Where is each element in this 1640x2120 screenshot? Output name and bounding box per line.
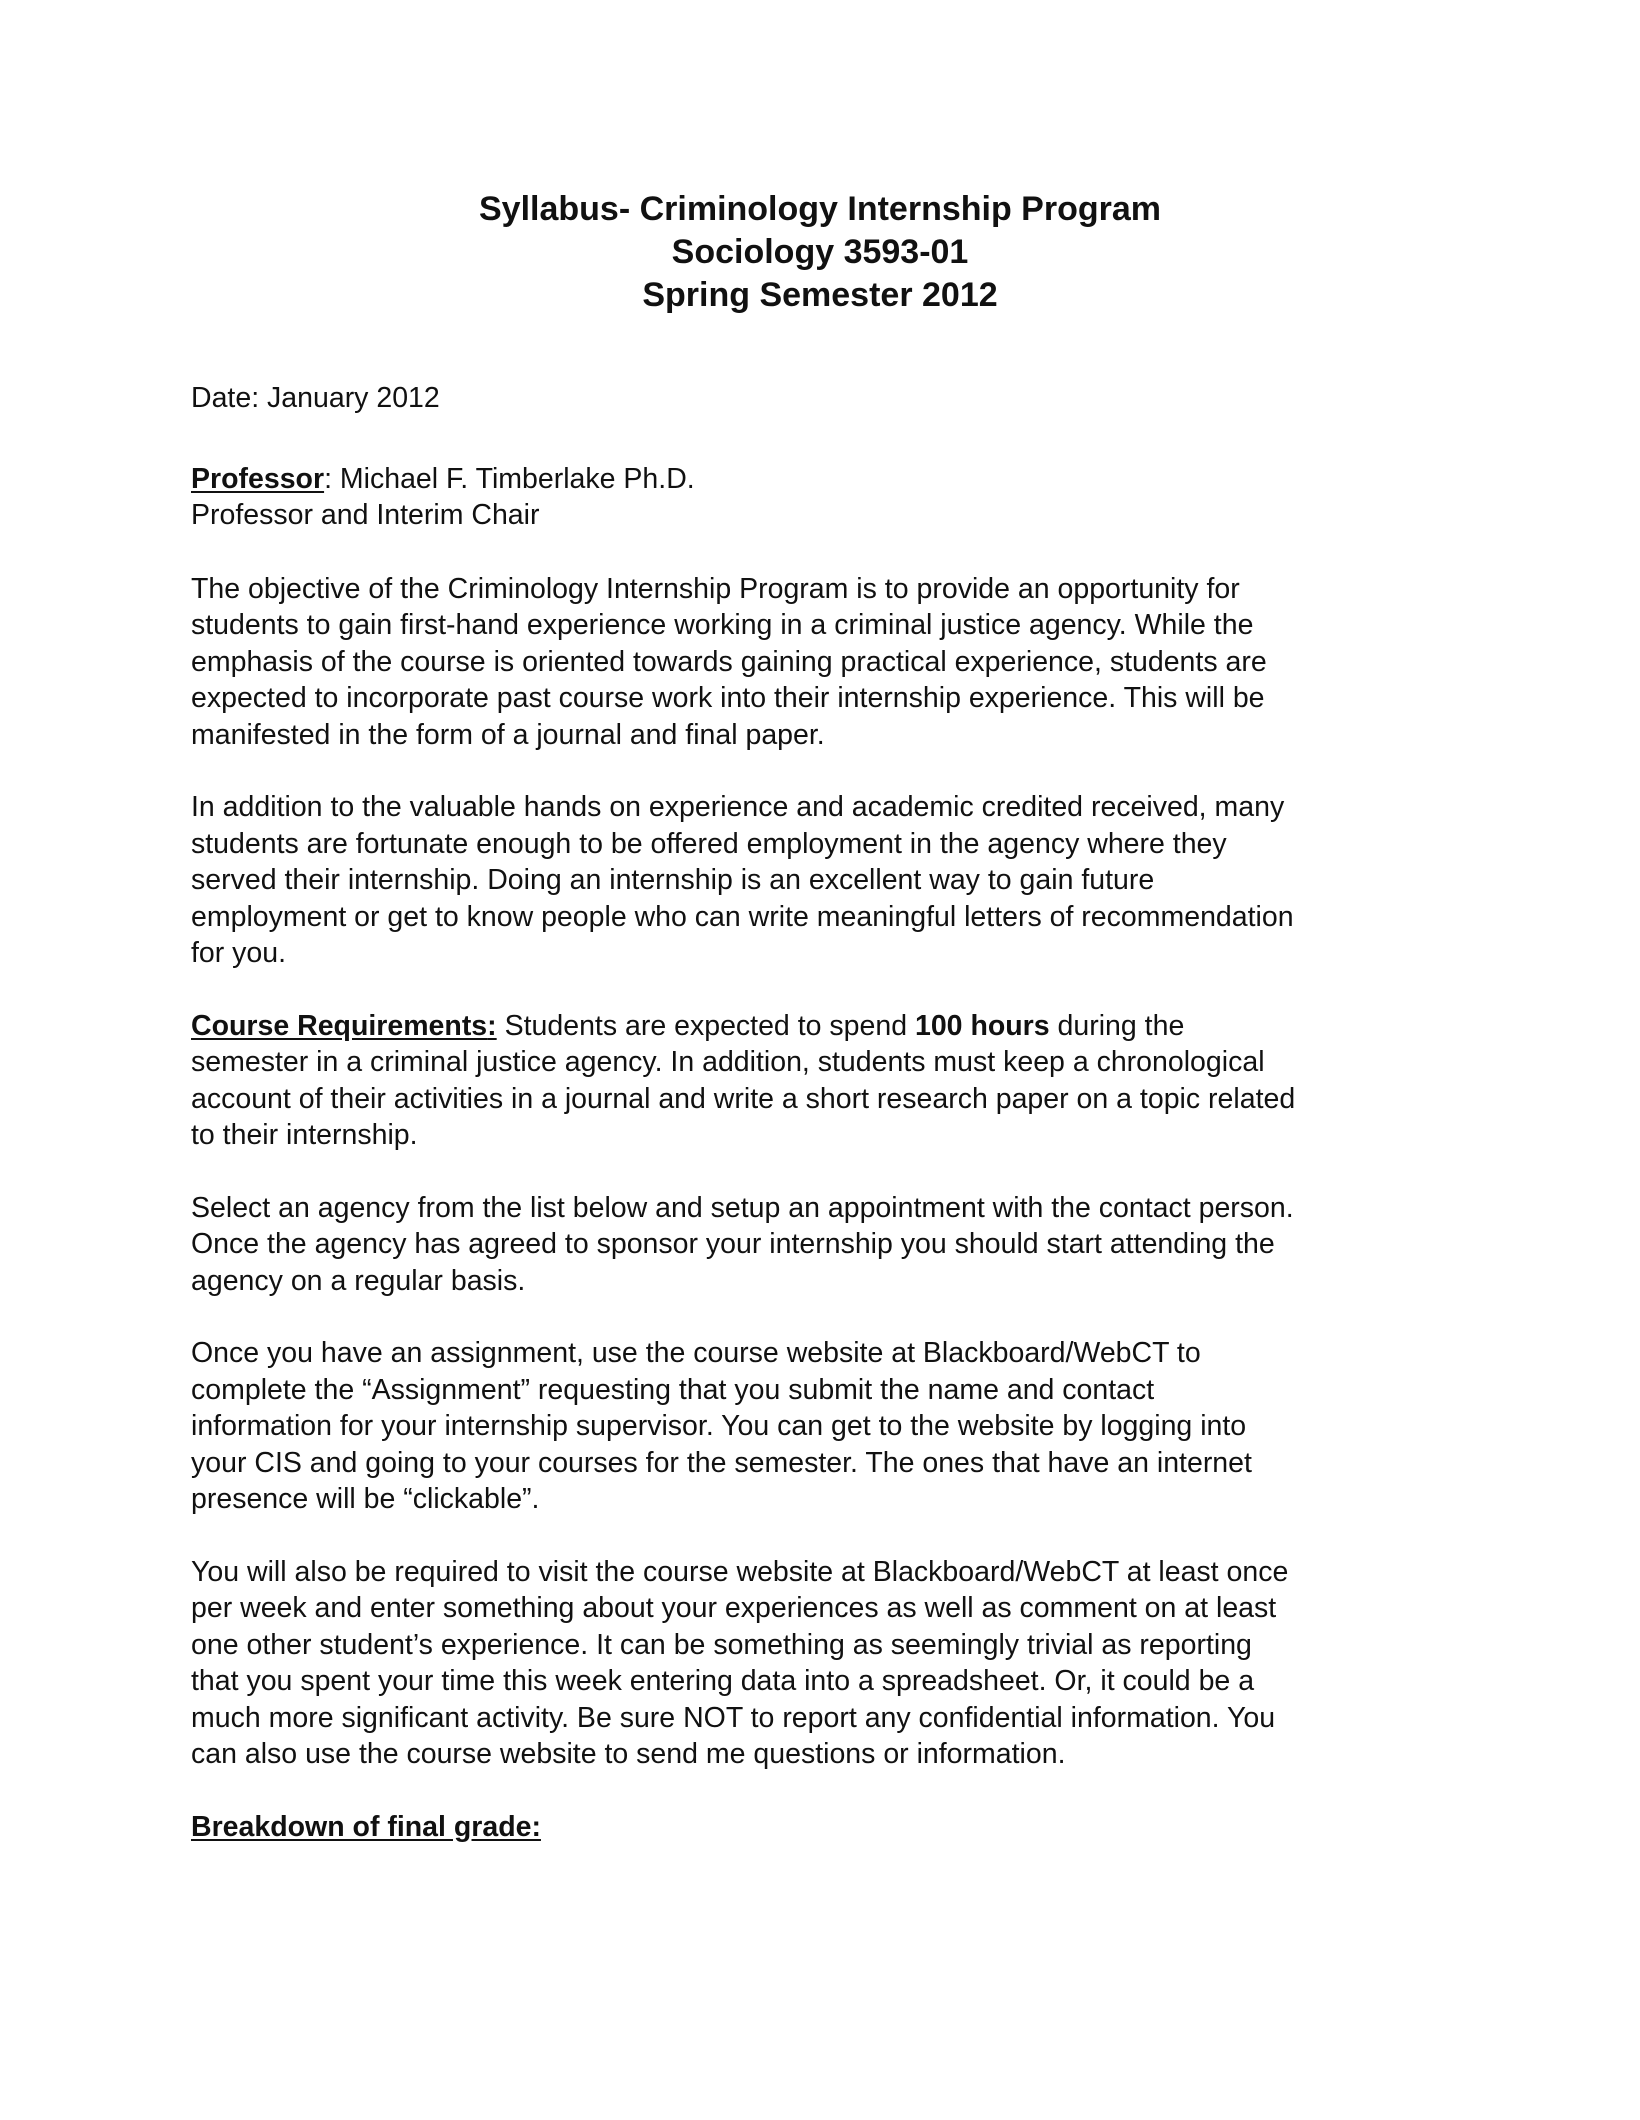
paragraph-line: agency on a regular basis. xyxy=(191,1264,526,1297)
paragraph-line: Once the agency has agreed to sponsor your internship you should start attending the xyxy=(191,1228,1275,1260)
course-website-paragraph xyxy=(191,1554,1461,1773)
paragraph-line: Once you have an assignment, use the course website at Blackboard/WebCT to xyxy=(191,1337,1201,1369)
employment-paragraph xyxy=(191,789,1461,972)
paragraph-line: expected to incorporate past course work into their internship experience. This will be xyxy=(191,682,1265,714)
paragraph-line: In addition to the valuable hands on experience and academic credited received, many xyxy=(191,791,1285,823)
title-line-course-number: Sociology 3593-01 xyxy=(671,233,969,271)
course-requirements-paragraph xyxy=(191,1008,1461,1154)
paragraph-line: presence will be “clickable”. xyxy=(191,1483,540,1515)
title-line-semester: Spring Semester 2012 xyxy=(642,276,998,314)
select-agency-paragraph xyxy=(191,1190,1461,1300)
title-line-course-program: Syllabus- Criminology Internship Program xyxy=(479,190,1161,228)
paragraph-line: account of their activities in a journal and write a short research paper on a topic related xyxy=(191,1082,1296,1115)
paragraph-line: students are fortunate enough to be offered employment in the agency where they xyxy=(191,827,1227,860)
paragraph-line: your CIS and going to your courses for the semester. The ones that have an internet xyxy=(191,1446,1252,1479)
paragraph-line: complete the “Assignment” requesting that you submit the name and contact xyxy=(191,1373,1155,1406)
breakdown-heading: Breakdown of final grade: xyxy=(191,1810,541,1843)
paragraph-line: served their internship. Doing an internship is an excellent way to gain future xyxy=(191,864,1155,896)
date-line: Date: January 2012 xyxy=(191,382,440,414)
professor-label: Professor xyxy=(191,462,325,495)
paragraph-line: one other student’s experience. It can be something as seemingly trivial as reporting xyxy=(191,1628,1252,1661)
course-requirements-label: Course Requirements: xyxy=(191,1009,497,1042)
requirements-first-line xyxy=(191,1008,1461,1045)
paragraph-line: The objective of the Criminology Internship Program is to provide an opportunity for xyxy=(191,572,1240,605)
paragraph-line: manifested in the form of a journal and final paper. xyxy=(191,718,825,751)
paragraph-line: much more significant activity. Be sure NOT to report any confidential information. You xyxy=(191,1701,1276,1734)
requirements-text: Students are expected to spend xyxy=(496,1009,915,1042)
objective-paragraph xyxy=(191,571,1461,754)
paragraph-line: per week and enter something about your experiences as well as comment on at least xyxy=(191,1592,1277,1624)
required-hours: 100 hours xyxy=(914,1009,1050,1042)
paragraph-line: semester in a criminal justice agency. In addition, students must keep a chronological xyxy=(191,1046,1265,1078)
professor-line xyxy=(191,461,1461,498)
paragraph-line: for you. xyxy=(191,937,287,969)
paragraph-line: You will also be required to visit the course website at Blackboard/WebCT at least once xyxy=(191,1555,1289,1588)
paragraph-line: that you spent your time this week entering data into a spreadsheet. Or, it could be a xyxy=(191,1665,1255,1697)
document-body xyxy=(191,380,1461,1845)
professor-block xyxy=(191,461,1461,534)
paragraph-line: students to gain first-hand experience working in a criminal justice agency. While the xyxy=(191,609,1254,641)
assignment-paragraph xyxy=(191,1335,1461,1518)
document-title xyxy=(0,188,1640,317)
paragraph-line: Select an agency from the list below and setup an appointment with the contact person. xyxy=(191,1191,1294,1224)
professor-role: Professor and Interim Chair xyxy=(191,499,540,531)
requirements-text: during the xyxy=(1049,1009,1185,1042)
professor-name: : Michael F. Timberlake Ph.D. xyxy=(324,462,695,495)
paragraph-line: emphasis of the course is oriented towards gaining practical experience, students are xyxy=(191,645,1267,678)
paragraph-line: to their internship. xyxy=(191,1119,418,1151)
paragraph-line: information for your internship supervisor. You can get to the website by logging into xyxy=(191,1410,1247,1442)
paragraph-line: employment or get to know people who can write meaningful letters of recommendation xyxy=(191,900,1294,933)
paragraph-line: can also use the course website to send me questions or information. xyxy=(191,1738,1066,1770)
